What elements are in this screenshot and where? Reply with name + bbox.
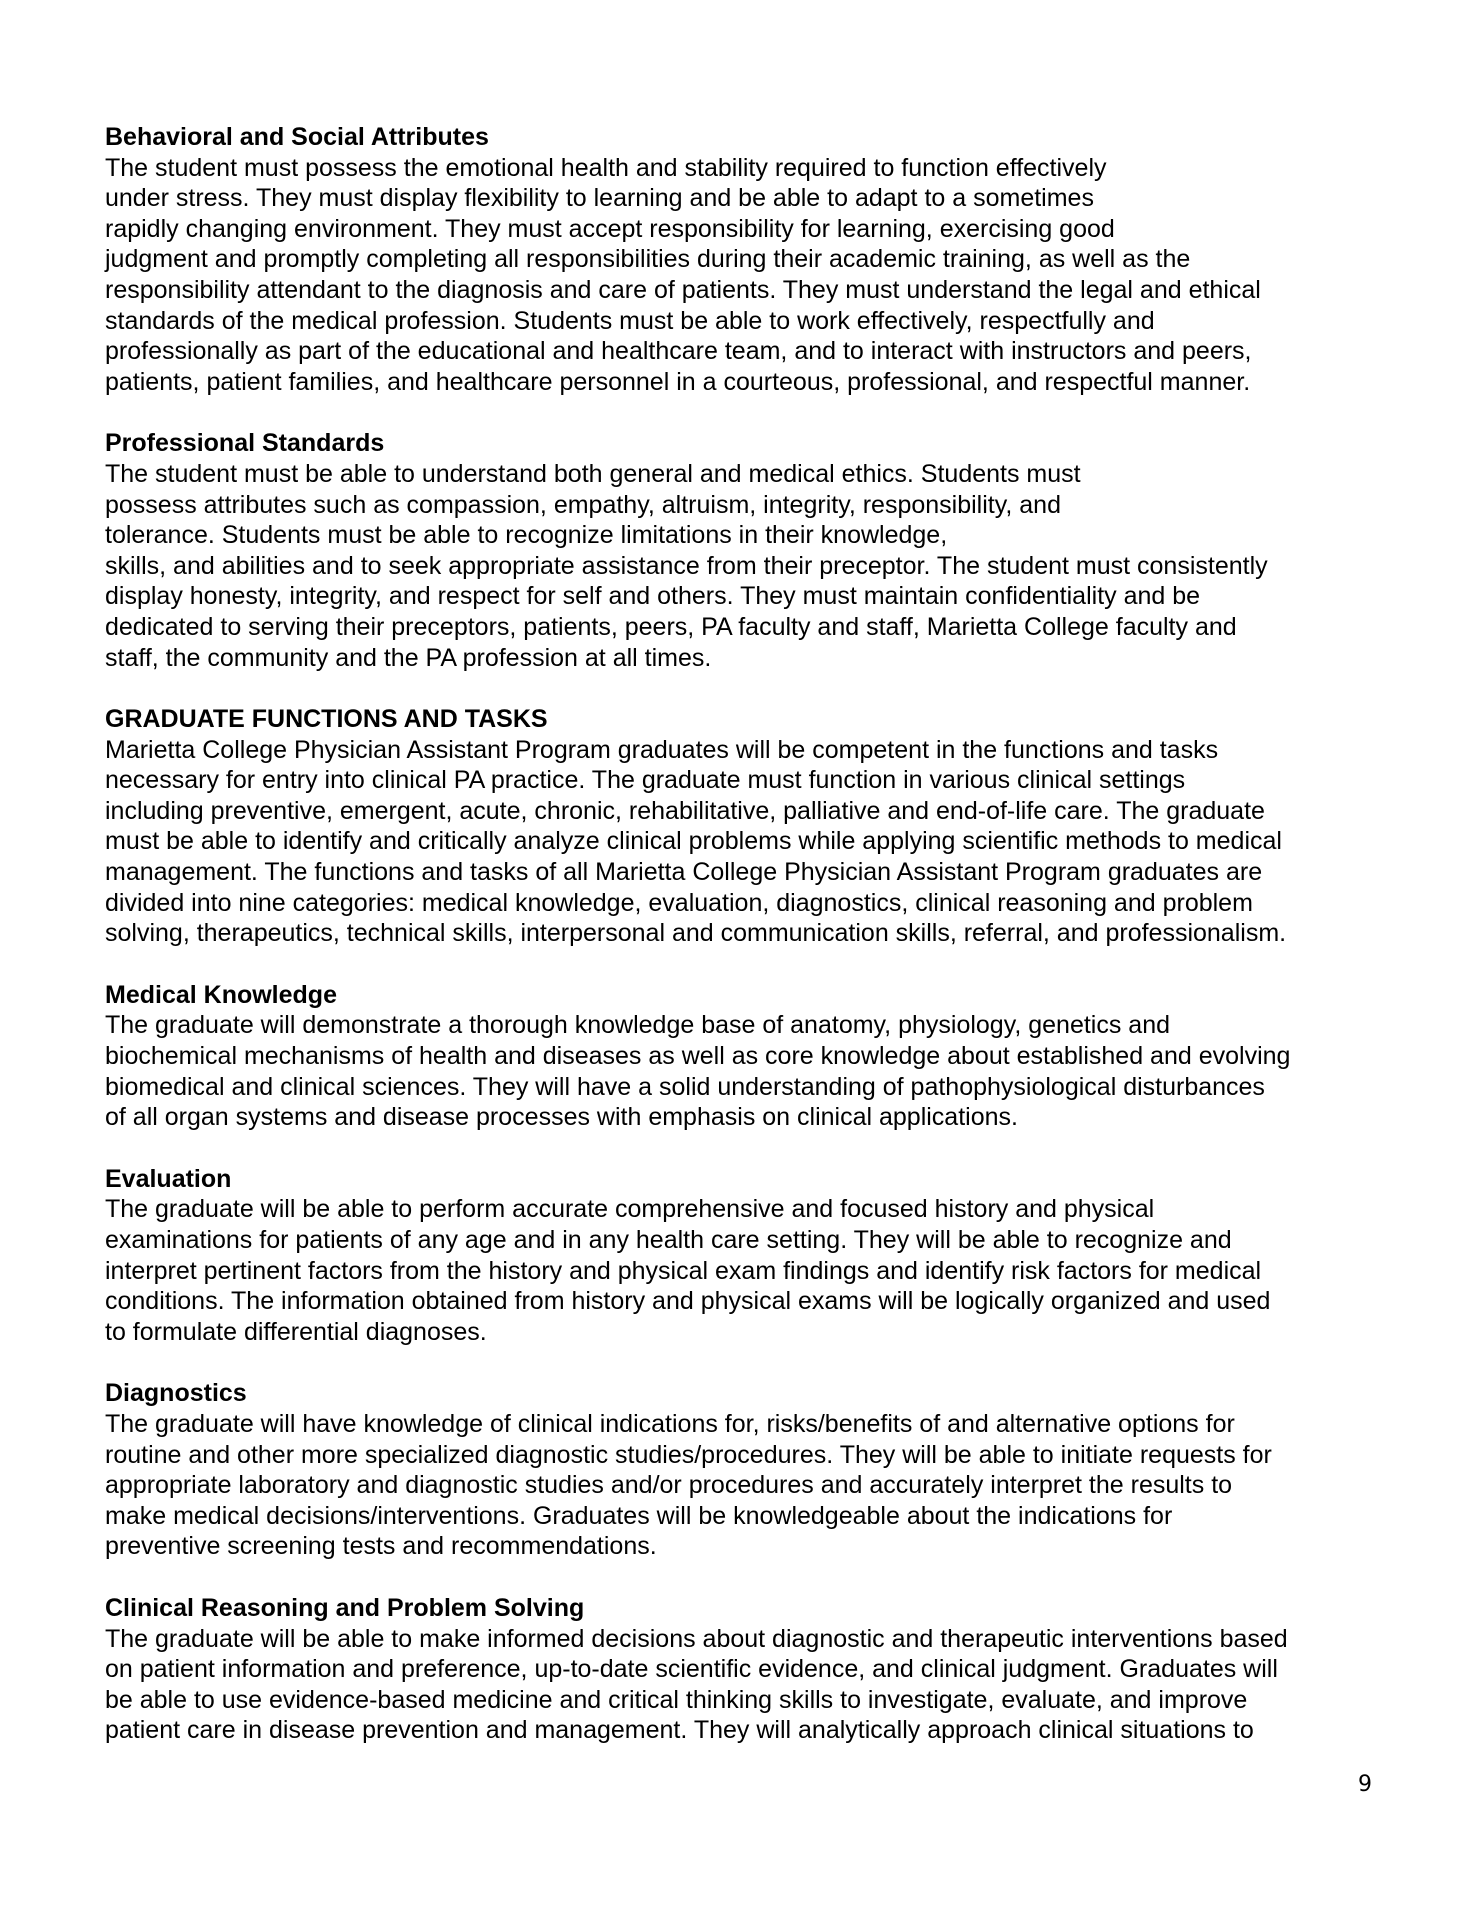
section-heading: Behavioral and Social Attributes: [105, 123, 489, 151]
paragraph-line: patient care in disease prevention and management. They will analytically approach clinical situations to: [105, 1716, 1254, 1745]
document-body: [105, 122, 1395, 1777]
paragraph-line: biomedical and clinical sciences. They will have a solid understanding of pathophysiological disturbances: [105, 1072, 1265, 1101]
paragraph-line: staff, the community and the PA profession at all times.: [105, 643, 712, 672]
section-medical-knowledge: [105, 980, 1395, 1133]
section-professional-standards: [105, 428, 1395, 673]
paragraph-line: on patient information and preference, up-to-date scientific evidence, and clinical judgment. Graduates will: [105, 1655, 1278, 1684]
paragraph-line: be able to use evidence-based medicine and critical thinking skills to investigate, evaluate, and improve: [105, 1685, 1248, 1714]
paragraph-line: professionally as part of the educational and healthcare team, and to interact with instructors and peers,: [105, 337, 1252, 366]
paragraph-line: Marietta College Physician Assistant Program graduates will be competent in the functions and tasks: [105, 735, 1219, 764]
paragraph-line: biochemical mechanisms of health and diseases as well as core knowledge about established and evolving: [105, 1042, 1291, 1071]
paragraph-line: must be able to identify and critically analyze clinical problems while applying scientific methods to medical: [105, 827, 1282, 856]
paragraph-line: conditions. The information obtained from history and physical exams will be logically organized and used: [105, 1287, 1271, 1316]
paragraph-line: solving, therapeutics, technical skills, interpersonal and communication skills, referral, and professionalism.: [105, 919, 1287, 948]
paragraph-line: dedicated to serving their preceptors, patients, peers, PA faculty and staff, Marietta College faculty and: [105, 612, 1237, 641]
paragraph-line: judgment and promptly completing all responsibilities during their academic training, as well as the: [105, 245, 1191, 274]
paragraph-line: The graduate will demonstrate a thorough knowledge base of anatomy, physiology, genetics and: [105, 1011, 1171, 1040]
section-heading: GRADUATE FUNCTIONS AND TASKS: [105, 705, 548, 734]
paragraph-line: tolerance. Students must be able to recognize limitations in their knowledge,: [105, 521, 948, 550]
section-heading: Medical Knowledge: [105, 980, 337, 1009]
paragraph-line: display honesty, integrity, and respect for self and others. They must maintain confidentiality and be: [105, 582, 1201, 611]
paragraph-line: possess attributes such as compassion, empathy, altruism, integrity, responsibility, and: [105, 490, 1061, 519]
paragraph-line: of all organ systems and disease processes with emphasis on clinical applications.: [105, 1103, 1018, 1132]
paragraph-line: interpret pertinent factors from the history and physical exam findings and identify risk factors for medical: [105, 1256, 1262, 1285]
paragraph-line: patients, patient families, and healthcare personnel in a courteous, professional, and respectful manner.: [105, 367, 1251, 396]
paragraph-line: under stress. They must display flexibility to learning and be able to adapt to a sometimes: [105, 184, 1094, 213]
paragraph-line: rapidly changing environment. They must accept responsibility for learning, exercising good: [105, 214, 1115, 243]
section-heading: Diagnostics: [105, 1379, 247, 1408]
paragraph-line: divided into nine categories: medical knowledge, evaluation, diagnostics, clinical reasoning and problem: [105, 888, 1253, 917]
paragraph-line: The student must possess the emotional health and stability required to function effectively: [105, 153, 1107, 182]
section-heading: Professional Standards: [105, 429, 385, 458]
section-heading: Evaluation: [105, 1164, 232, 1193]
paragraph-line: The graduate will be able to make informed decisions about diagnostic and therapeutic interventions based: [105, 1624, 1288, 1653]
paragraph-line: make medical decisions/interventions. Graduates will be knowledgeable about the indications for: [105, 1501, 1173, 1530]
paragraph-line: including preventive, emergent, acute, chronic, rehabilitative, palliative and end-of-life care. The graduate: [105, 796, 1265, 825]
paragraph-line: skills, and abilities and to seek appropriate assistance from their preceptor. The student must consistently: [105, 551, 1268, 580]
page-number: 9: [1358, 1772, 1372, 1797]
section-graduate-functions-tasks: [105, 704, 1395, 949]
section-behavioral-social-attributes: [105, 122, 1395, 397]
paragraph-line: necessary for entry into clinical PA practice. The graduate must function in various clinical settings: [105, 766, 1186, 795]
paragraph-line: responsibility attendant to the diagnosis and care of patients. They must understand the legal and ethical: [105, 275, 1261, 304]
paragraph-line: to formulate differential diagnoses.: [105, 1317, 487, 1346]
section-diagnostics: [105, 1378, 1395, 1562]
paragraph-line: appropriate laboratory and diagnostic studies and/or procedures and accurately interpret the results to: [105, 1471, 1233, 1500]
paragraph-line: The graduate will be able to perform accurate comprehensive and focused history and physical: [105, 1195, 1155, 1224]
paragraph-line: The student must be able to understand both general and medical ethics. Students must: [105, 459, 1081, 488]
paragraph-line: The graduate will have knowledge of clinical indications for, risks/benefits of and alternative options for: [105, 1409, 1235, 1438]
paragraph-line: examinations for patients of any age and in any health care setting. They will be able to recognize and: [105, 1226, 1232, 1254]
paragraph-line: routine and other more specialized diagnostic studies/procedures. They will be able to initiate requests for: [105, 1440, 1272, 1469]
section-clinical-reasoning: [105, 1593, 1395, 1746]
paragraph-line: standards of the medical profession. Students must be able to work effectively, respectfully and: [105, 306, 1155, 335]
paragraph-line: management. The functions and tasks of all Marietta College Physician Assistant Program graduates are: [105, 858, 1263, 887]
section-evaluation: [105, 1164, 1395, 1348]
section-heading: Clinical Reasoning and Problem Solving: [105, 1593, 585, 1622]
paragraph-line: preventive screening tests and recommendations.: [105, 1532, 657, 1561]
